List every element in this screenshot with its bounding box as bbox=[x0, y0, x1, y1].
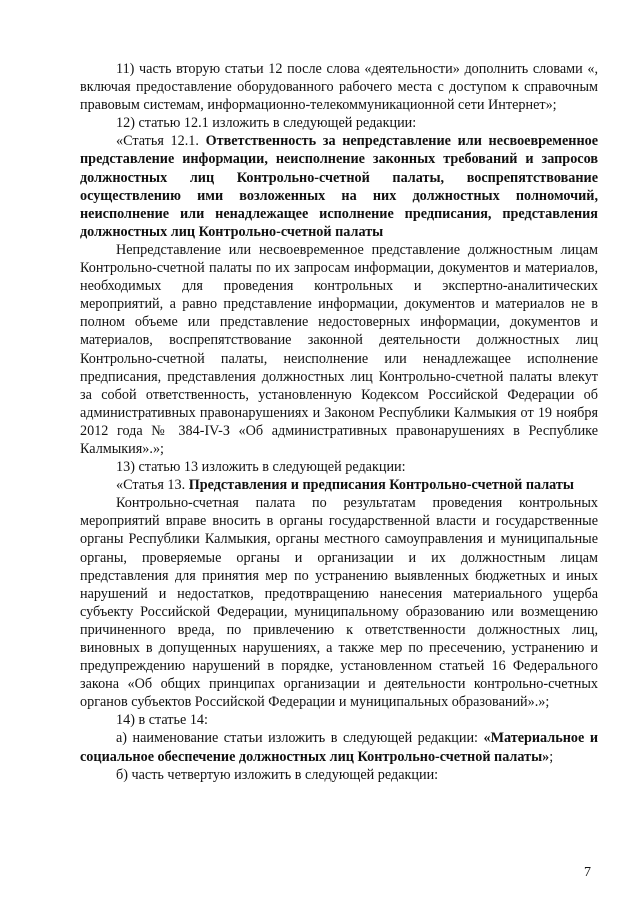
article-12-1-lead: «Статья 12.1. bbox=[116, 133, 206, 150]
page-number: 7 bbox=[584, 865, 591, 880]
article-14-new-title: «Материальное и социальное обеспечение должностных лиц Контрольно-счетной палаты» bbox=[80, 730, 598, 765]
paragraph-item-13: 13) статью 13 изложить в следующей редакции: bbox=[116, 459, 406, 476]
article-14-item-a-lead: а) наименование статьи изложить в следующей редакции: bbox=[116, 730, 484, 747]
article-14-item-a-tail: ; bbox=[549, 748, 554, 765]
article-14-item-b: б) часть четвертую изложить в следующей редакции: bbox=[116, 766, 439, 783]
article-13-heading bbox=[80, 476, 598, 494]
article-12-1-title: Ответственность за непредставление или несвоевременное представление информации, неисполнение законных требований и запросов должностных лиц Контрольно-счетной палаты, воспрепятствование осуществлению ими возложенных на них должностных полномочий, неисполнение или ненадлежащее исполнение предписания, представления должностных лиц Контрольно-счетной палаты bbox=[80, 133, 599, 240]
article-13-lead: «Статья 13. bbox=[116, 477, 189, 494]
article-13-body: Контрольно-счетная палата по результатам проведения контрольных мероприятий вправе вносить в органы государственной власти и государственные органы Республики Калмыкия, органы местного самоуправления и муниципальные органы, проверяемые органы и организации и их должностным лицам представления для принятия мер по устранению выявленных бюджетных и иных нарушений и недостатков, предотвращению нанесения материального ущерба субъекту Российской Федерации, муниципальному образованию или возмещению причиненного вреда, по привлечению к ответственности должностных лиц, виновных в допущенных нарушениях, а также мер по пресечению, устранению и предупреждению нарушений в порядке, установленном статьей 16 Федерального закона «Об общих принципах организации и деятельности контрольно-счетных органов субъектов Российской Федерации и муниципальных образований».»; bbox=[80, 495, 598, 711]
document-body bbox=[80, 60, 598, 784]
paragraph-item-12: 12) статью 12.1 изложить в следующей редакции: bbox=[116, 115, 417, 132]
article-14-item-a bbox=[80, 729, 598, 765]
article-12-1-body: Непредставление или несвоевременное представление должностным лицам Контрольно-счетной палаты по их запросам информации, документов и материалов, необходимых для проведения контрольных и экспертно-аналитических мероприятий, а равно представление информации, документов и материалов не в полном объеме или представление недостоверных информации, документов и материалов, воспрепятствование законной деятельности должностных лиц Контрольно-счетной палаты, неисполнение или ненадлежащее исполнение предписания, представления должностных лиц Контрольно-счетной палаты влекут за собой ответственность, установленную Кодексом Российской Федерации об административных правонарушениях и Законом Республики Калмыкия от 19 ноября 2012 года № 384-IV-З «Об административных правонарушениях в Республике Калмыкия».»; bbox=[80, 241, 598, 457]
paragraph-item-11: 11) часть вторую статьи 12 после слова «деятельности» дополнить словами «, включая предоставление оборудованного рабочего места с доступом к справочным правовым системам, информационно-телекоммуникационной сети Интернет»; bbox=[80, 61, 598, 114]
article-12-1-heading bbox=[80, 132, 598, 241]
paragraph-item-14: 14) в статье 14: bbox=[116, 712, 208, 729]
article-13-title: Представления и предписания Контрольно-счетной палаты bbox=[188, 477, 574, 494]
